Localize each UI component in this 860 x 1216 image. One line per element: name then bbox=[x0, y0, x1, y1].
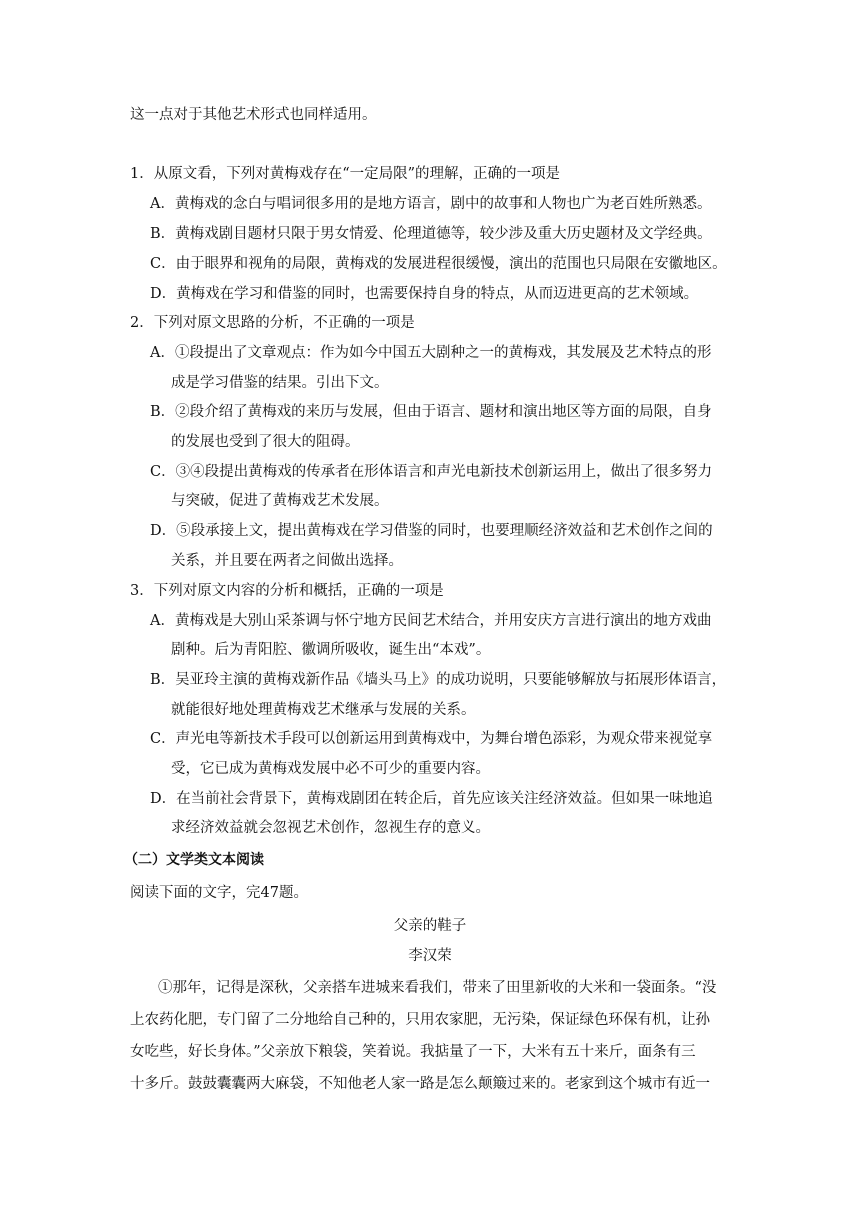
q1-option-c: C．由于眼界和视角的局限，黄梅戏的发展进程很缓慢，演出的范围也只局限在安徽地区。 bbox=[150, 256, 727, 272]
q3-option-c-line2: 受，它已成为黄梅戏发展中必不可少的重要内容。 bbox=[171, 761, 490, 777]
reading-instruction: 阅读下面的文字，完47题。 bbox=[130, 885, 308, 901]
intro-line: 这一点对于其他艺术形式也同样适用。 bbox=[130, 107, 377, 123]
story-title: 父亲的鞋子 bbox=[393, 918, 467, 934]
q2-option-c-line1: C．③④段提出黄梅戏的传承者在形体语言和声光电新技术创新运用上，做出了很多努力 bbox=[150, 464, 713, 480]
q2-option-b-line2: 的发展也受到了很大的阻碍。 bbox=[171, 434, 360, 450]
story-line: ①那年，记得是深秋，父亲搭车进城来看我们，带来了田里新收的大米和一袋面条。“没 bbox=[158, 980, 717, 996]
q3-option-c-line1: C．声光电等新技术手段可以创新运用到黄梅戏中，为舞台增色添彩，为观众带来视觉享 bbox=[150, 731, 713, 747]
story-line: 女吃些，好长身体。”父亲放下粮袋，笑着说。我掂量了一下，大米有五十来斤，面条有三 bbox=[130, 1044, 696, 1060]
story-author: 李汉荣 bbox=[408, 948, 452, 964]
q3-option-b-line2: 就能很好地处理黄梅戏艺术继承与发展的关系。 bbox=[171, 702, 476, 718]
question-2-stem: 2．下列对原文思路的分析，不正确的一项是 bbox=[130, 315, 415, 331]
q2-option-a-line2: 成是学习借鉴的结果。引出下文。 bbox=[171, 375, 389, 391]
q2-option-a-line1: A．①段提出了文章观点：作为如今中国五大剧种之一的黄梅戏，其发展及艺术特点的形 bbox=[150, 345, 712, 361]
q3-option-b-line1: B．吴亚玲主演的黄梅戏新作品《墙头马上》的成功说明，只要能够解放与拓展形体语言， bbox=[150, 672, 727, 688]
q1-option-b: B．黄梅戏剧目题材只限于男女情爱、伦理道德等，较少涉及重大历史题材及文学经典。 bbox=[150, 226, 712, 242]
q1-option-a: A．黄梅戏的念白与唱词很多用的是地方语言，剧中的故事和人物也广为老百姓所熟悉。 bbox=[150, 196, 712, 212]
q3-option-a-line2: 剧种。后为青阳腔、徽调所吸收，诞生出“本戏”。 bbox=[171, 642, 491, 658]
story-line: 十多斤。鼓鼓囊囊两大麻袋，不知他老人家一路是怎么颠簸过来的。老家到这个城市有近一 bbox=[130, 1076, 710, 1092]
question-1-stem: 1．从原文看，下列对黄梅戏存在“一定局限”的理解，正确的一项是 bbox=[130, 166, 561, 182]
q3-option-d-line2: 求经济效益就会忽视艺术创作，忽视生存的意义。 bbox=[171, 820, 490, 836]
question-3-stem: 3．下列对原文内容的分析和概括，正确的一项是 bbox=[130, 583, 444, 599]
story-line: 上农药化肥，专门留了二分地给自己种的，只用农家肥，无污染，保证绿色环保有机，让孙 bbox=[130, 1012, 710, 1028]
q2-option-b-line1: B．②段介绍了黄梅戏的来历与发展，但由于语言、题材和演出地区等方面的局限，自身 bbox=[150, 404, 712, 420]
q2-option-c-line2: 与突破，促进了黄梅戏艺术发展。 bbox=[171, 493, 389, 509]
q3-option-a-line1: A．黄梅戏是大别山采茶调与怀宁地方民间艺术结合，并用安庆方言进行演出的地方戏曲 bbox=[150, 613, 712, 629]
q2-option-d-line2: 关系，并且要在两者之间做出选择。 bbox=[171, 553, 403, 569]
q2-option-d-line1: D．⑤段承接上文，提出黄梅戏在学习借鉴的同时，也要理顺经济效益和艺术创作之间的 bbox=[150, 523, 713, 539]
section-heading: （二）文学类文本阅读 bbox=[124, 852, 264, 868]
q3-option-d-line1: D．在当前社会背景下，黄梅戏剧团在转企后，首先应该关注经济效益。但如果一味地追 bbox=[150, 791, 713, 807]
q1-option-d: D．黄梅戏在学习和借鉴的同时，也需要保持自身的特点，从而迈进更高的艺术领域。 bbox=[150, 286, 699, 302]
